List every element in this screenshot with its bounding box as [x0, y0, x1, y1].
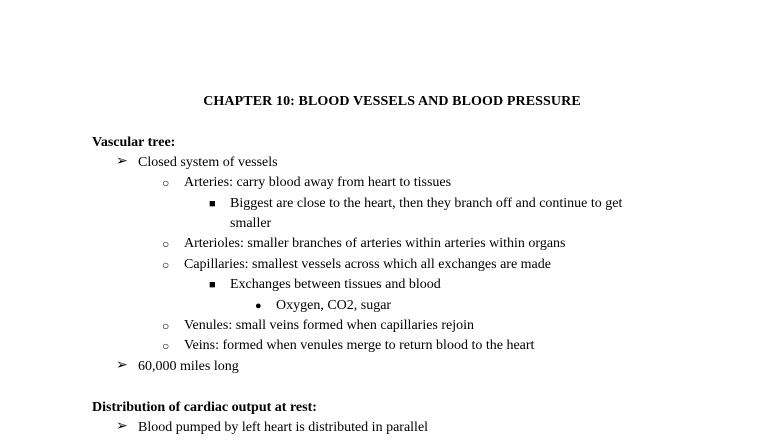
- list-item-continuation: smaller: [230, 216, 272, 231]
- list-item: Arteries: carry blood away from heart to tissues: [184, 175, 452, 190]
- dot-bullet-icon: ●: [255, 300, 262, 312]
- circle-bullet-icon: ○: [162, 176, 170, 190]
- arrow-bullet-icon: ➢: [116, 154, 128, 169]
- circle-bullet-icon: ○: [162, 319, 170, 333]
- chapter-title: CHAPTER 10: BLOOD VESSELS AND BLOOD PRESSURE: [203, 94, 581, 109]
- list-item: Veins: formed when venules merge to return blood to the heart: [184, 338, 535, 353]
- section-heading-vascular-tree: Vascular tree:: [92, 135, 176, 150]
- list-item: Blood pumped by left heart is distributed in parallel: [138, 420, 429, 435]
- circle-bullet-icon: ○: [162, 237, 170, 251]
- circle-bullet-icon: ○: [162, 258, 170, 272]
- list-item: Arterioles: smaller branches of arteries within arteries within organs: [184, 236, 566, 251]
- list-item: 60,000 miles long: [138, 359, 239, 374]
- list-item: Oxygen, CO2, sugar: [276, 298, 392, 313]
- square-bullet-icon: ■: [209, 279, 216, 291]
- arrow-bullet-icon: ➢: [116, 358, 128, 373]
- list-item: Capillaries: smallest vessels across which all exchanges are made: [184, 257, 551, 272]
- section-heading-cardiac-output: Distribution of cardiac output at rest:: [92, 400, 317, 415]
- list-item: Biggest are close to the heart, then they branch off and continue to get: [230, 196, 623, 211]
- square-bullet-icon: ■: [209, 198, 216, 210]
- arrow-bullet-icon: ➢: [116, 419, 128, 434]
- list-item: Exchanges between tissues and blood: [230, 277, 441, 292]
- list-item: Venules: small veins formed when capillaries rejoin: [184, 318, 475, 333]
- circle-bullet-icon: ○: [162, 339, 170, 353]
- list-item: Closed system of vessels: [138, 155, 278, 170]
